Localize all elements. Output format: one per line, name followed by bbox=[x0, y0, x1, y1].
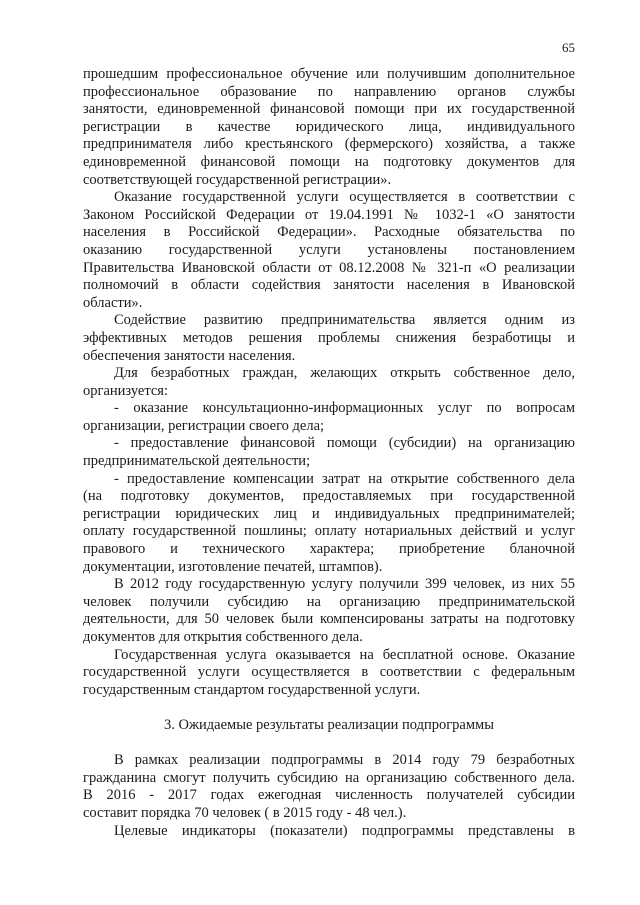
text-line: единовременной финансовой помощи на подготовку документов для bbox=[83, 153, 575, 170]
text-line: Содействие развитию предпринимательства является одним из bbox=[114, 312, 575, 329]
text-line: гражданина смогут получить субсидию на организацию собственного дела. bbox=[83, 769, 575, 786]
text-line: деятельности, для 50 человек были компенсированы затраты на подготовку bbox=[83, 611, 575, 628]
text-line: Целевые индикаторы (показатели) подпрограммы представлены в bbox=[114, 822, 575, 839]
text-line: обеспечения занятости населения. bbox=[83, 347, 296, 364]
text-line: государственным стандартом государственной услуги. bbox=[83, 681, 421, 698]
text-line: организации, регистрации своего дела; bbox=[83, 417, 325, 434]
text-line: населения в Российской Федерации». Расходные обязательства по bbox=[83, 224, 575, 241]
text-line: регистрации юридических лиц и индивидуальных предпринимателей; bbox=[83, 505, 575, 522]
paragraph bbox=[83, 752, 575, 822]
text-line: организуется: bbox=[83, 382, 168, 399]
text-line: правового и технического характера; приобретение бланочной bbox=[83, 541, 575, 558]
text-line: соответствующей государственной регистрации». bbox=[83, 171, 392, 188]
text-line: Для безработных граждан, желающих открыть собственное дело, bbox=[114, 365, 575, 382]
text-line: предпринимательской деятельности; bbox=[83, 453, 311, 470]
text-line: - предоставление компенсации затрат на открытие собственного дела bbox=[114, 470, 575, 487]
text-line: Правительства Ивановской области от 08.12.2008 № 321-п «О реализации bbox=[83, 259, 575, 276]
paragraph bbox=[83, 312, 575, 365]
text-line: регистрации в качестве юридического лица, индивидуального bbox=[83, 118, 575, 135]
text-line: полномочий в области содействия занятости населения в Ивановской bbox=[83, 277, 575, 294]
section-heading: 3. Ожидаемые результаты реализации подпрограммы bbox=[164, 716, 494, 733]
paragraph bbox=[83, 576, 575, 646]
text-line: документации, изготовление печатей, штампов). bbox=[83, 558, 383, 575]
page-number: 65 bbox=[562, 40, 575, 55]
section-before-heading bbox=[83, 66, 575, 699]
text-line: (на подготовку документов, предоставляемых при государственной bbox=[83, 488, 575, 505]
text-line: Законом Российской Федерации от 19.04.1991 № 1032-1 «О занятости bbox=[83, 206, 575, 223]
paragraph bbox=[83, 66, 575, 189]
text-line: человек получили субсидию на организацию предпринимательской bbox=[83, 593, 575, 610]
text-line: документов для открытия собственного дела. bbox=[83, 629, 363, 645]
document-body bbox=[83, 66, 575, 840]
text-line: профессиональное образование по направлению органов службы bbox=[83, 83, 575, 100]
text-line: эффективных методов решения проблемы снижения безработицы и bbox=[83, 329, 575, 346]
paragraph bbox=[83, 435, 575, 470]
text-line: области». bbox=[83, 294, 143, 311]
text-line: составит порядка 70 человек ( в 2015 году - 48 чел.). bbox=[83, 804, 407, 821]
text-line: В 2012 году государственную услугу получили 399 человек, из них 55 bbox=[114, 576, 575, 593]
text-line: Государственная услуга оказывается на бесплатной основе. Оказание bbox=[114, 646, 575, 663]
paragraph bbox=[83, 365, 575, 400]
paragraph bbox=[83, 400, 575, 435]
text-line: оказанию государственной услуги установлены постановлением bbox=[83, 241, 575, 258]
text-line: - предоставление финансовой помощи (субсидии) на организацию bbox=[114, 435, 575, 452]
section-after-heading bbox=[83, 752, 575, 840]
text-line: предпринимателя либо крестьянского (фермерского) хозяйства, а также bbox=[83, 136, 575, 153]
text-line: прошедшим профессиональное обучение или получившим дополнительное bbox=[83, 66, 575, 82]
text-line: занятости, единовременной финансовой помощи при их государственной bbox=[83, 101, 575, 118]
text-line: оплату государственной пошлины; оплату нотариальных действий и услуг bbox=[83, 523, 575, 540]
paragraph bbox=[83, 471, 575, 577]
paragraph bbox=[83, 189, 575, 312]
text-line: - оказание консультационно-информационных услуг по вопросам bbox=[114, 400, 575, 417]
text-line: В рамках реализации подпрограммы в 2014 году 79 безработных bbox=[114, 752, 575, 769]
text-line: Оказание государственной услуги осуществляется в соответствии с bbox=[114, 189, 575, 206]
paragraph bbox=[83, 647, 575, 700]
text-line: В 2016 - 2017 годах ежегодная численность получателей субсидии bbox=[83, 787, 575, 804]
paragraph bbox=[83, 823, 575, 841]
text-line: государственной услуги осуществляется в соответствии с федеральным bbox=[83, 664, 575, 681]
